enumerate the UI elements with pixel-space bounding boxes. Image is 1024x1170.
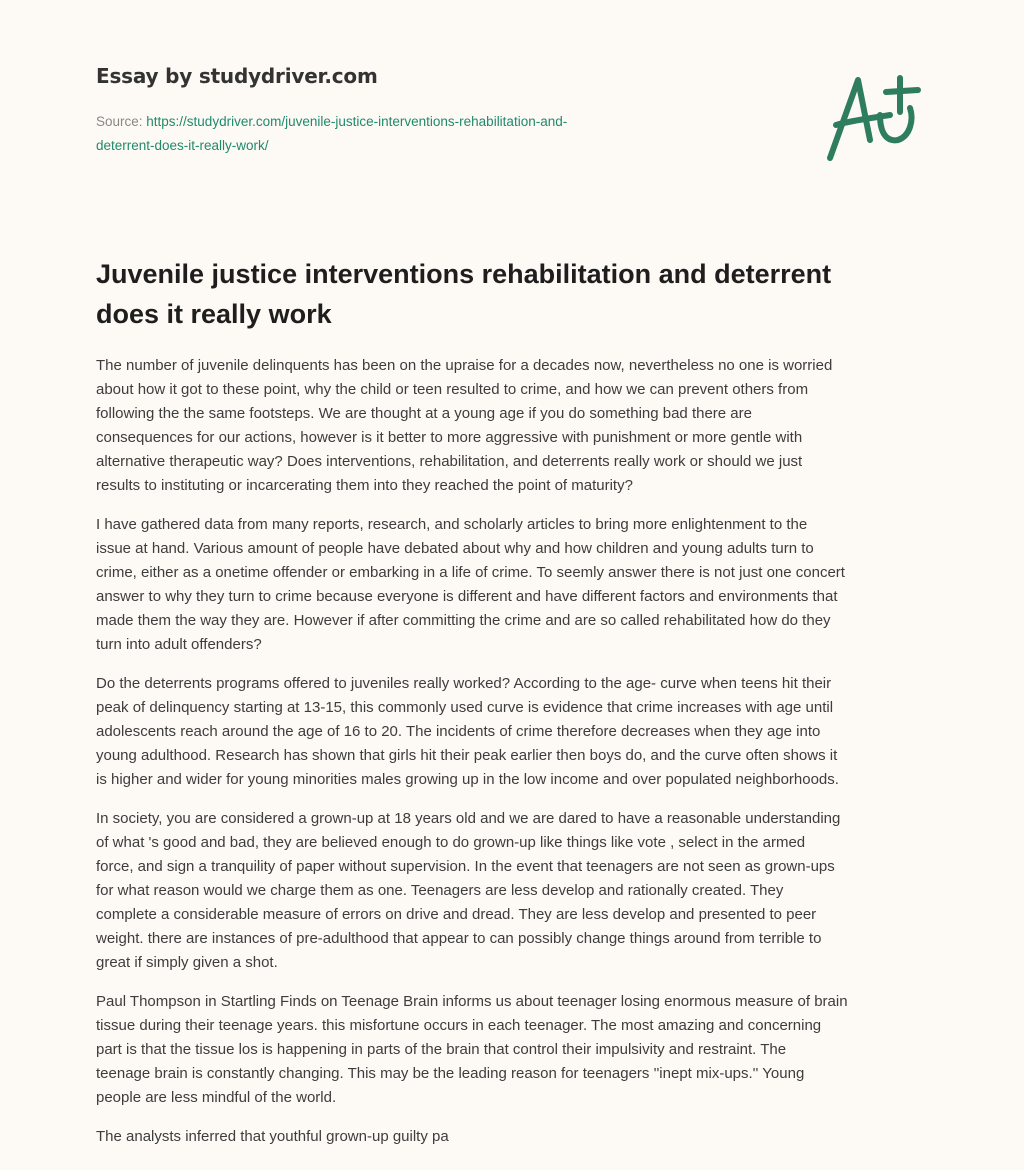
essay-paragraph (96, 672, 946, 792)
paragraph-line: Paul Thompson in Startling Finds on Teenage Brain informs us about teenager losing enormous measure of brain (96, 993, 848, 1010)
paragraph-line: is higher and wider for young minorities males growing up in the low income and over populated neighborhoods. (96, 771, 839, 788)
paragraph-line: answer to why they turn to crime because everyone is different and have different factors and environments that (96, 588, 838, 605)
paragraph-line: Do the deterrents programs offered to juveniles really worked? According to the age- curve when teens hit their (96, 675, 832, 692)
essay-paragraph (96, 990, 946, 1110)
site-brand: Essay by studydriver.com (96, 64, 378, 88)
paragraph-line: of what 's good and bad, they are believed enough to do grown-up like things like vote , select in the armed (96, 834, 806, 851)
essay-paragraph (96, 1125, 946, 1149)
a-plus-logo-icon (818, 70, 928, 165)
paragraph-line: The number of juvenile delinquents has been on the upraise for a decades now, nevertheless no one is worried (96, 357, 833, 374)
paragraph-line: The analysts inferred that youthful grown-up guilty pa (96, 1128, 449, 1145)
paragraph-line: people are less mindful of the world. (96, 1089, 337, 1106)
source-citation (96, 110, 567, 158)
essay-title (96, 254, 946, 334)
paragraph-line: complete a considerable measure of errors on drive and dread. They are less develop and presented to peer (96, 906, 817, 923)
source-link[interactable]: https://studydriver.com/juvenile-justice-interventions-rehabilitation-and- deterrent-does-it-really-work/ (96, 114, 568, 153)
title-line: does it really work (96, 299, 332, 329)
paragraph-line: for what reason would we charge them as one. Teenagers are less develop and rationally created. They (96, 882, 784, 899)
paragraph-line: In society, you are considered a grown-up at 18 years old and we are dared to have a reasonable understanding (96, 810, 841, 827)
essay-body (96, 354, 946, 1149)
paragraph-line: great if simply given a shot. (96, 954, 278, 971)
paragraph-line: consequences for our actions, however is it better to more aggressive with punishment or more gentle with (96, 429, 803, 446)
paragraph-line: results to instituting or incarcerating them into they reached the point of maturity? (96, 477, 633, 494)
paragraph-line: turn into adult offenders? (96, 636, 262, 653)
paragraph-line: about how it got to these point, why the child or teen resulted to crime, and how we can prevent others from (96, 381, 809, 398)
paragraph-line: alternative therapeutic way? Does interventions, rehabilitation, and deterrents really work or should we just (96, 453, 803, 470)
paragraph-line: part is that the tissue los is happening in parts of the brain that control their impulsivity and restraint. The (96, 1041, 787, 1058)
paragraph-line: issue at hand. Various amount of people have debated about why and how children and young adults turn to (96, 540, 814, 557)
paragraph-line: made them the way they are. However if after committing the crime and are so called rehabilitated how do they (96, 612, 831, 629)
paragraph-line: peak of delinquency starting at 13-15, this commonly used curve is evidence that crime increases with age until (96, 699, 834, 716)
paragraph-line: crime, either as a onetime offender or embarking in a life of crime. To seemly answer there is not just one concert (96, 564, 845, 581)
paragraph-line: following the the same footsteps. We are thought at a young age if you do something bad there are (96, 405, 752, 422)
paragraph-line: tissue during their teenage years. this misfortune occurs in each teenager. The most amazing and concerning (96, 1017, 822, 1034)
paragraph-line: teenage brain is constantly changing. This may be the leading reason for teenagers ''inept mix-ups.'' Young (96, 1065, 805, 1082)
essay (96, 254, 946, 1149)
paragraph-line: force, and sign a tranquility of paper without supervision. In the event that teenagers are not seen as grown-ups (96, 858, 835, 875)
paragraph-line: adolescents reach around the age of 16 to 20. The incidents of crime therefore decreases when they age into (96, 723, 821, 740)
essay-paragraph (96, 513, 946, 657)
essay-paragraph (96, 354, 946, 498)
page-header (0, 0, 1024, 254)
paragraph-line: I have gathered data from many reports, research, and scholarly articles to bring more enlightenment to the (96, 516, 808, 533)
paragraph-line: weight. there are instances of pre-adulthood that appear to can possibly change things around from terrible to (96, 930, 822, 947)
title-line: Juvenile justice interventions rehabilitation and deterrent (96, 259, 832, 289)
essay-paragraph (96, 807, 946, 975)
paragraph-line: young adulthood. Research has shown that girls hit their peak earlier then boys do, and the curve often shows it (96, 747, 838, 764)
source-label: Source: (96, 114, 147, 129)
